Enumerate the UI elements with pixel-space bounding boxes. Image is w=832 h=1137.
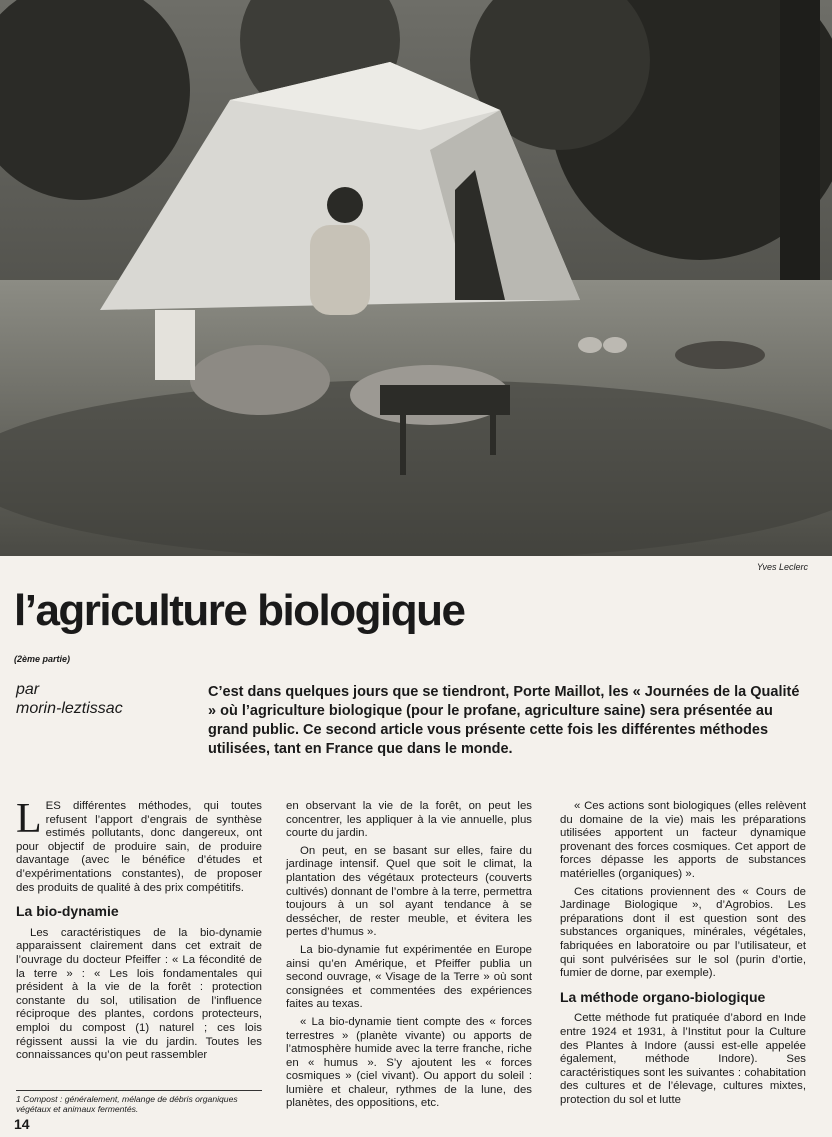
paragraph: « La bio-dynamie tient compte des « forces terrestres » (planète vivante) ou apports de l’atmosphère humide avec la terre franche, riche en « humus ». S’y ajoutent les « forces cosmiques » (ciel vivant). Ou apport du soleil : lumière et chaleur, rythmes de la lune, des planètes, des oppositions, etc. [286, 1015, 532, 1110]
paragraph: « Ces actions sont biologiques (elles relèvent du domaine de la vie) mais les préparations utilisées apportent un facteur dynamique provenant des forces cosmiques. Cet apport de forces dépasse les apports de substances matérielles (organiques) ». [560, 800, 806, 880]
paragraph: Les caractéristiques de la bio-dynamie apparaissent clairement dans cet extrait de l’ouvrage du docteur Pfeiffer : « La fécondité de la terre » : « Les lois fondamentales qui président à la vie de la forêt : protection constante du sol, utilisation de l’influence réciproque des plantes, cordons protecteurs, emploi du compost (1) naturel ; ces lois régissent aussi la vie du jardin. Toutes les connaissances qu’on peut rassembler [16, 926, 262, 1062]
paragraph: On peut, en se basant sur elles, faire du jardinage intensif. Quel que soit le climat, la plantation des végétaux protecteurs (couverts cultivés) donnant de l’ombre à la terre, permettra toujours à un sol ayant tendance à se dessécher, de rester meuble, et évitera les pertes d’humus ». [286, 844, 532, 939]
footnote-divider [16, 1090, 262, 1091]
photo-tent-camp [0, 0, 832, 556]
photo-tent-camp-icon [0, 0, 832, 556]
section-heading-biodynamie: La bio-dynamie [16, 903, 119, 920]
article-part: (2ème partie) [14, 654, 71, 664]
footnote: 1 Compost : généralement, mélange de débris organiques végétaux et animaux fermentés. [16, 1094, 238, 1114]
paragraph: Cette méthode fut pratiquée d’abord en Inde entre 1924 et 1931, à l’Institut pour la Culture des Plantes à Indore (aussi est-elle appelée également, méthode Indore). Ses caractéristiques sont les suivantes : cohabitation des cultures et de l’élevage, cultures mixtes, protection du sol et lutte [560, 1012, 806, 1106]
paragraph [16, 796, 262, 895]
article-title: l’agriculture biologique [14, 586, 465, 635]
photo-credit: Yves Leclerc [756, 562, 808, 572]
dropcap: L [16, 796, 42, 842]
column-1 [16, 796, 262, 1067]
article-lead: C’est dans quelques jours que se tiendront, Porte Maillot, les « Journées de la Qualité » où l’agriculture biologique (pour le profane, agriculture saine) sera présentée au grand public. Ce second article vous présente cette fois les différentes méthodes utilisées, tant en France que dans le monde. [208, 684, 800, 757]
paragraph: Ces citations proviennent des « Cours de Jardinage Biologique », d’Agrobios. Les préparations dont il est question sont des substances organiques, minérales, végétales, fabriquées en laboratoire ou par l’utilisateur, et qui sont pulvérisées sur le sol (purin d’ortie, fumier de dorne, par exemple). [560, 885, 806, 980]
paragraph: en observant la vie de la forêt, on peut les concentrer, les appliquer à la vie annuelle, plus courte du jardin. [286, 800, 532, 840]
page-number: 14 [14, 1116, 30, 1132]
paragraph-text: ES différentes méthodes, qui toutes refusent l’apport d’engrais de synthèse estimés pollutants, donc dangereux, ont pour objectif de produire sain, de produire davantage (avec le bénéfice d’études et d’expérimentations constantes), de proposer des produits de qualité à des prix compétitifs. [16, 800, 262, 894]
section-heading-organo-biologique: La méthode organo-biologique [560, 988, 766, 1005]
byline-par: par [16, 681, 40, 698]
paragraph: La bio-dynamie fut expérimentée en Europe ainsi qu’en Amérique, et Pfeiffer publia un second ouvrage, « Visage de la Terre » où sont consignées et commentées des expériences faites au texas. [286, 943, 532, 1011]
column-3 [560, 800, 806, 1111]
byline-author: morin-leztissac [16, 700, 123, 717]
column-2 [286, 800, 532, 1115]
byline [16, 680, 123, 718]
